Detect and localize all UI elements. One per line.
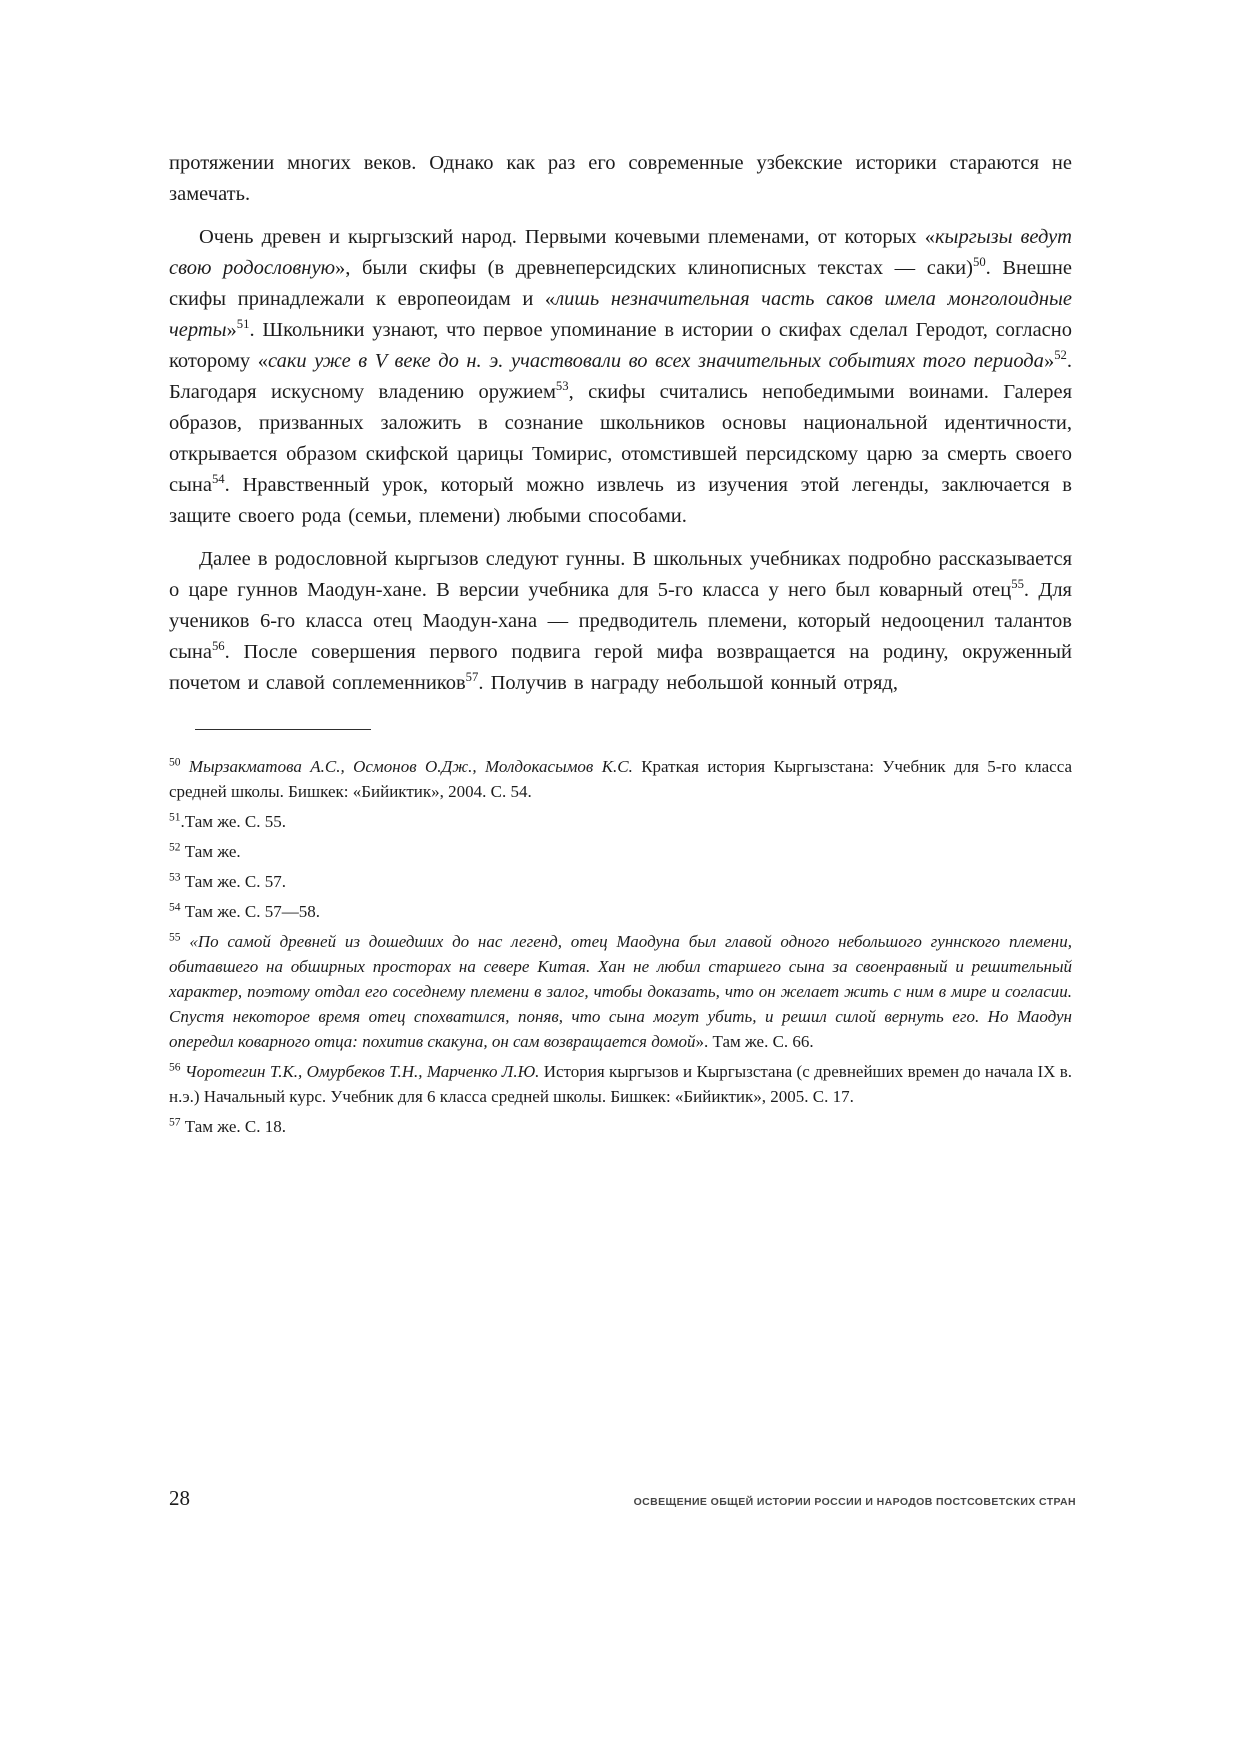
text-segment-italic: Чоротегин Т.К., Омурбеков Т.Н., Марченко Л.Ю. <box>180 1062 540 1081</box>
page-number: 28 <box>169 1486 190 1510</box>
text-segment: . Для учеников 6-го класса отец Маодун-хана — предводитель племени, который недооценил талантов сына <box>169 579 1072 663</box>
footnote <box>169 929 1072 1054</box>
text-segment-italic: Мырзакматова А.С., Осмонов О.Дж., Молдокасымов К.С. <box>180 757 633 776</box>
footnote <box>169 839 1072 864</box>
footnote-ref: 50 <box>972 255 986 270</box>
text-segment: Далее в родословной кыргызов следуют гунны. В школьных учебниках подробно рассказывается о царе гуннов Маодун-хане. В версии учебника для 5-го класса у него был коварный отец <box>169 548 1072 601</box>
text-segment: Там же. <box>180 842 241 861</box>
text-segment: Очень древен и кыргызский народ. Первыми кочевыми племенами, от которых « <box>199 226 935 248</box>
body-text <box>169 148 1072 699</box>
footnote <box>169 1059 1072 1109</box>
footnote <box>169 754 1072 804</box>
footnote <box>169 809 1072 834</box>
footnote-ref: 54 <box>211 472 225 487</box>
running-footer-title: ОСВЕЩЕНИЕ ОБЩЕЙ ИСТОРИИ РОССИИ И НАРОДОВ ПОСТСОВЕТСКИХ СТРАН <box>633 1496 1076 1508</box>
text-segment: Краткая история Кыргызстана: Учебник для 5-го класса средней школы. Бишкек: «Бийиктик», 2004. С. 54. <box>169 757 1072 801</box>
footnotes <box>169 754 1072 1139</box>
text-segment: . Внешне скифы принадлежали к европеоидам и « <box>169 257 1072 310</box>
paragraph <box>169 148 1072 210</box>
footnote-ref: 52 <box>1054 348 1067 363</box>
text-segment: , скифы считались непобедимыми воинами. Галерея образов, призванных заложить в сознание школьников основы национальной идентичности, открывается образом скифской царицы Томирис, отомстившей персидскому царю за смерть своего сына <box>169 381 1072 496</box>
paragraph <box>169 544 1072 699</box>
page-footer <box>169 1486 1076 1511</box>
text-segment: .Там же. С. 55. <box>180 812 286 831</box>
footnote-separator <box>195 729 371 730</box>
text-segment: Там же. С. 57—58. <box>180 902 320 921</box>
footnote-number: 54 <box>169 900 181 914</box>
text-segment: . После совершения первого подвига герой мифа возвращается на родину, окруженный почетом и славой соплеменников <box>169 641 1072 694</box>
footnote <box>169 1114 1072 1139</box>
text-segment: протяжении многих веков. Однако как раз его современные узбекские историки стараются не замечать. <box>169 152 1072 205</box>
text-segment: Там же. С. 18. <box>180 1117 286 1136</box>
page-content <box>169 148 1072 1144</box>
text-segment-italic: лишь незначительная часть саков имела монголоидные черты <box>169 288 1072 341</box>
footnote-ref: 55 <box>1011 577 1024 592</box>
text-segment: », были скифы (в древнеперсидских клинописных текстах — саки) <box>335 257 973 279</box>
text-segment: . Школьники узнают, что первое упоминание в истории о скифах сделал Геродот, согласно которому « <box>169 319 1072 372</box>
footnote-number: 56 <box>169 1060 181 1074</box>
footnote-number: 57 <box>169 1115 181 1129</box>
footnote-ref: 53 <box>555 379 569 394</box>
text-segment-italic: «По самой древней из дошедших до нас легенд, отец Маодуна был главой одного небольшого гуннского племени, обитавшего на обширных просторах на севере Китая. Хан не любил старшего сына за своенравный и решительный характер, поэтому отдал его соседнему племени в залог, чтобы доказать, что он желает жить с ним в мире и согласии. Спустя некоторое время отец спохватился, поняв, что сына могут убить, и решил силой вернуть его. Но Маодун опередил коварного отца: похитив скакуна, он сам возвращается домой <box>169 932 1072 1051</box>
footnote-ref: 56 <box>211 639 225 654</box>
footnote-number: 52 <box>169 840 181 854</box>
footnote-ref: 57 <box>465 670 479 685</box>
paragraph <box>169 222 1072 532</box>
text-segment-italic: саки уже в V веке до н. э. участвовали во всех значительных событиях того периода <box>268 350 1044 372</box>
footnote-number: 51 <box>169 810 181 824</box>
footnote <box>169 869 1072 894</box>
footnote-number: 55 <box>169 930 181 944</box>
text-segment: ». Там же. С. 66. <box>695 1032 814 1051</box>
footnote-number: 53 <box>169 870 181 884</box>
text-segment-italic: кыргызы ведут свою родословную <box>169 226 1072 279</box>
text-segment: . Благодаря искусному владению оружием <box>169 350 1073 403</box>
footnote-ref: 51 <box>236 317 250 332</box>
text-segment: » <box>226 319 237 341</box>
text-segment: . Нравственный урок, который можно извлечь из изучения этой легенды, заключается в защите своего рода (семьи, племени) любыми способами. <box>169 474 1072 527</box>
footnote-number: 50 <box>169 755 181 769</box>
text-segment: » <box>1043 350 1055 372</box>
text-segment: История кыргызов и Кыргызстана (с древнейших времен до начала IX в. н.э.) Начальный курс. Учебник для 6 класса средней школы. Бишкек: «Бийиктик», 2005. С. 17. <box>169 1062 1072 1106</box>
text-segment: Там же. С. 57. <box>180 872 286 891</box>
text-segment: . Получив в награду небольшой конный отряд, <box>478 672 898 694</box>
footnote <box>169 899 1072 924</box>
